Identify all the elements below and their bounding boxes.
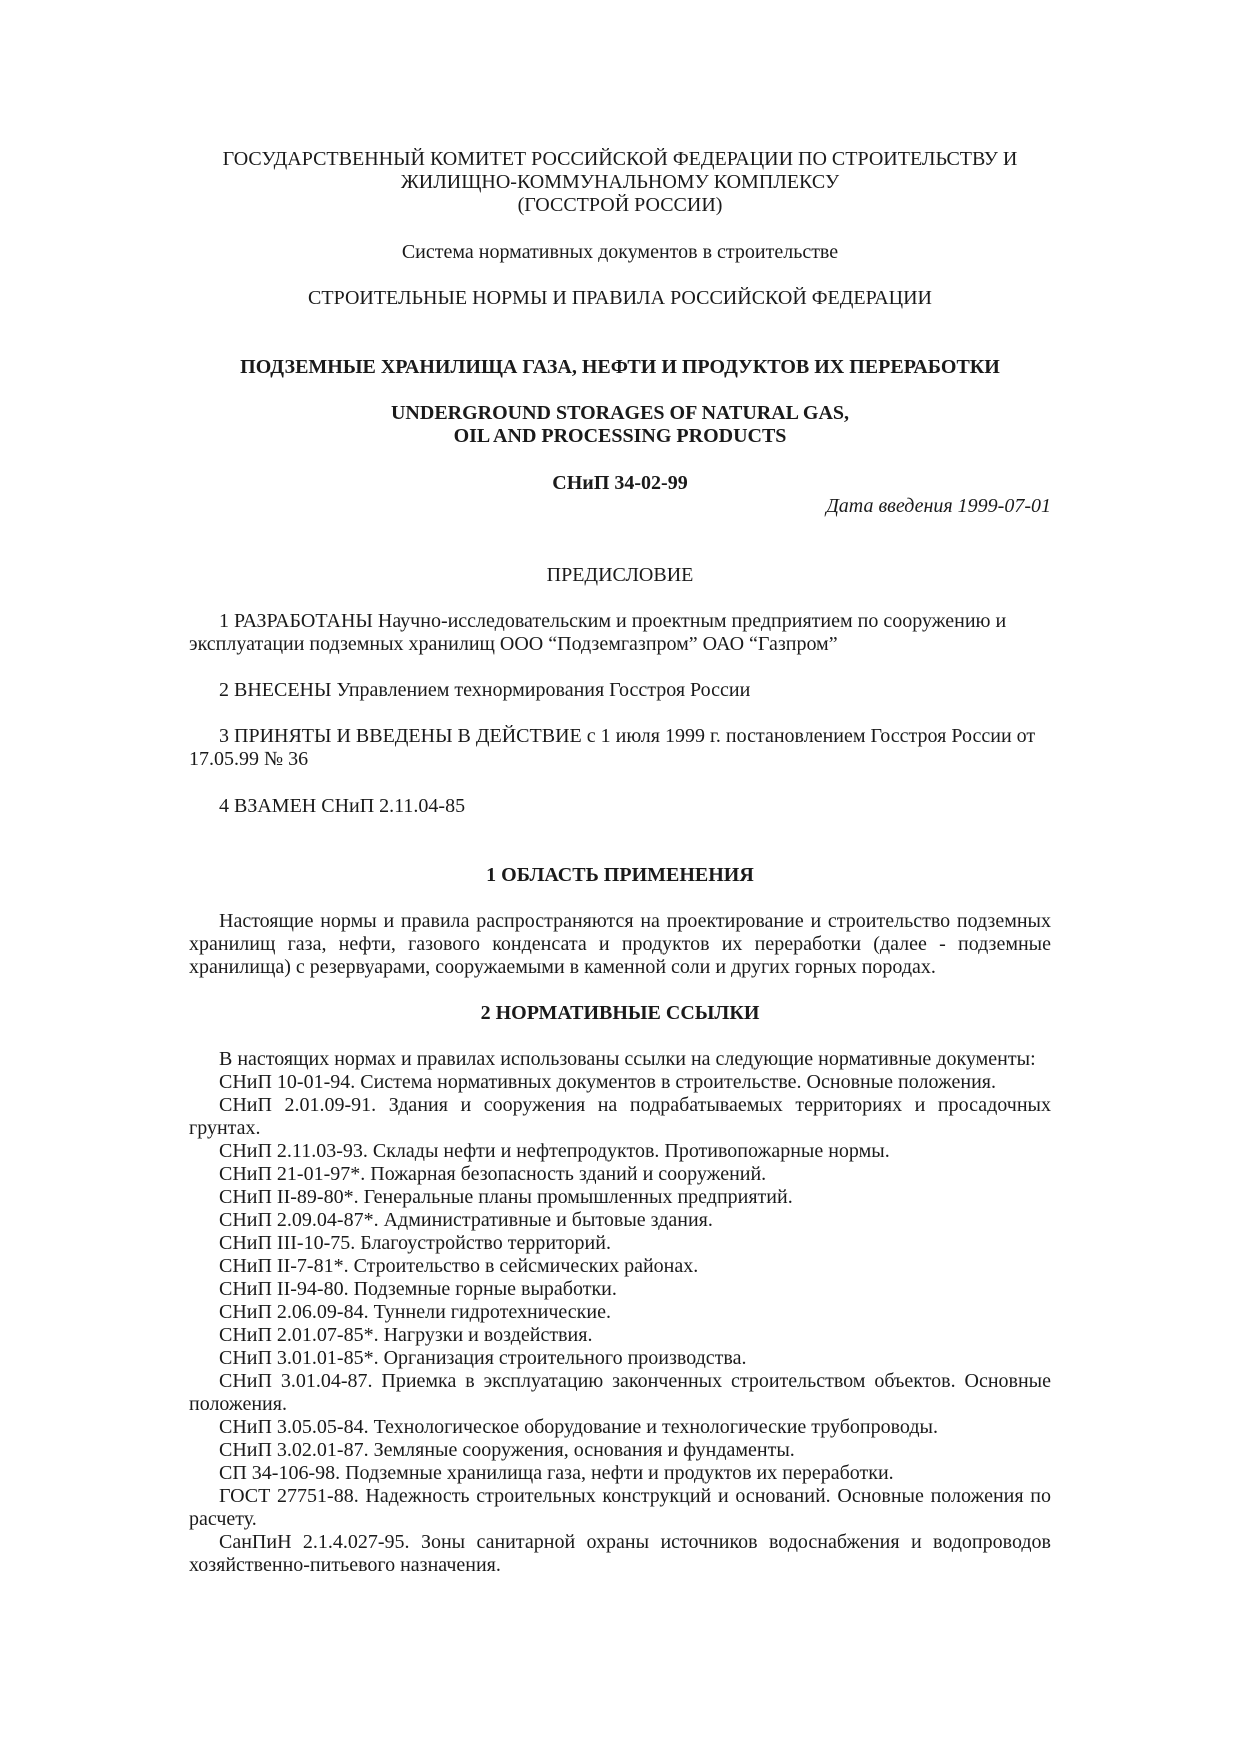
section-2-heading: 2 НОРМАТИВНЫЕ ССЫЛКИ (480, 1002, 760, 1024)
document-title-ru: ПОДЗЕМНЫЕ ХРАНИЛИЩА ГАЗА, НЕФТИ И ПРОДУКТОВ ИХ ПЕРЕРАБОТКИ (240, 356, 1000, 378)
preface-heading: ПРЕДИСЛОВИЕ (546, 564, 694, 586)
list-item: СП 34-106-98. Подземные хранилища газа, нефти и продуктов их переработки. (219, 1462, 894, 1484)
list-item: СНиП 3.05.05-84. Технологическое оборудование и технологические трубопроводы. (219, 1416, 938, 1438)
document-title-en-1: UNDERGROUND STORAGES OF NATURAL GAS, (390, 402, 850, 424)
system-line: Система нормативных документов в строительстве (401, 241, 839, 263)
list-item: СНиП 2.11.03-93. Склады нефти и нефтепродуктов. Противопожарные нормы. (219, 1140, 890, 1162)
header-line-2: ЖИЛИЩНО-КОММУНАЛЬНОМУ КОМПЛЕКСУ (400, 171, 840, 193)
list-item: СНиП 2.06.09-84. Туннели гидротехнические. (219, 1301, 611, 1323)
preface-item-2: 2 ВНЕСЕНЫ Управлением технормирования Госстроя России (219, 679, 751, 701)
list-item: СНиП 21-01-97*. Пожарная безопасность зданий и сооружений. (219, 1163, 767, 1185)
list-item: СНиП 3.02.01-87. Земляные сооружения, основания и фундаменты. (219, 1439, 795, 1461)
list-item: СНиП 2.09.04-87*. Административные и бытовые здания. (219, 1209, 713, 1231)
preface-item-1: 1 РАЗРАБОТАНЫ Научно-исследовательским и проектным предприятием по сооружению и эксплуатации подземных хранилищ ООО “Подземгазпром” ОАО “Газпром” (189, 610, 1007, 655)
document-code: СНиП 34-02-99 (552, 472, 688, 494)
norms-line: СТРОИТЕЛЬНЫЕ НОРМЫ И ПРАВИЛА РОССИЙСКОЙ ФЕДЕРАЦИИ (308, 287, 932, 309)
section-1-heading: 1 ОБЛАСТЬ ПРИМЕНЕНИЯ (486, 864, 754, 886)
list-item: СНиП II-89-80*. Генеральные планы промышленных предприятий. (219, 1186, 793, 1208)
list-item: СанПиН 2.1.4.027-95. Зоны санитарной охраны источников водоснабжения и водопроводов хозяйственно-питьевого назначения. (189, 1531, 1051, 1576)
list-item: СНиП II-94-80. Подземные горные выработки. (219, 1278, 617, 1300)
preface-item-3: 3 ПРИНЯТЫ И ВВЕДЕНЫ В ДЕЙСТВИЕ с 1 июля 1999 г. постановлением Госстроя России от 17.05.99 № 36 (189, 725, 1036, 770)
list-item: СНиП 3.01.01-85*. Организация строительного производства. (219, 1347, 747, 1369)
list-item: СНиП 2.01.09-91. Здания и сооружения на подрабатываемых территориях и просадочных грунтах. (189, 1094, 1051, 1139)
list-item: СНиП 2.01.07-85*. Нагрузки и воздействия. (219, 1324, 593, 1346)
introduction-date: Дата введения 1999-07-01 (826, 495, 1051, 517)
section-1-text: Настоящие нормы и правила распространяются на проектирование и строительство подземных хранилищ газа, нефти, газового конденсата и продуктов их переработки (далее - подземные хранилища) с резервуарами, сооружаемыми в каменной соли и других горных породах. (189, 910, 1051, 978)
list-item: СНиП 3.01.04-87. Приемка в эксплуатацию законченных строительством объектов. Основные положения. (189, 1370, 1051, 1415)
header-line-3: (ГОССТРОЙ РОССИИ) (517, 194, 723, 216)
list-item: ГОСТ 27751-88. Надежность строительных конструкций и оснований. Основные положения по расчету. (189, 1485, 1051, 1530)
references-intro: В настоящих нормах и правилах использованы ссылки на следующие нормативные документы: (219, 1048, 1036, 1070)
references-list (189, 1048, 1051, 1577)
preface-item-4: 4 ВЗАМЕН СНиП 2.11.04-85 (219, 795, 466, 817)
list-item: СНиП 10-01-94. Система нормативных документов в строительстве. Основные положения. (219, 1071, 996, 1093)
header-line-1: ГОСУДАРСТВЕННЫЙ КОМИТЕТ РОССИЙСКОЙ ФЕДЕРАЦИИ ПО СТРОИТЕЛЬСТВУ И (222, 148, 1018, 170)
list-item: СНиП II-7-81*. Строительство в сейсмических районах. (219, 1255, 699, 1277)
document-title-en-2: OIL AND PROCESSING PRODUCTS (453, 425, 787, 447)
list-item: СНиП III-10-75. Благоустройство территорий. (219, 1232, 611, 1254)
